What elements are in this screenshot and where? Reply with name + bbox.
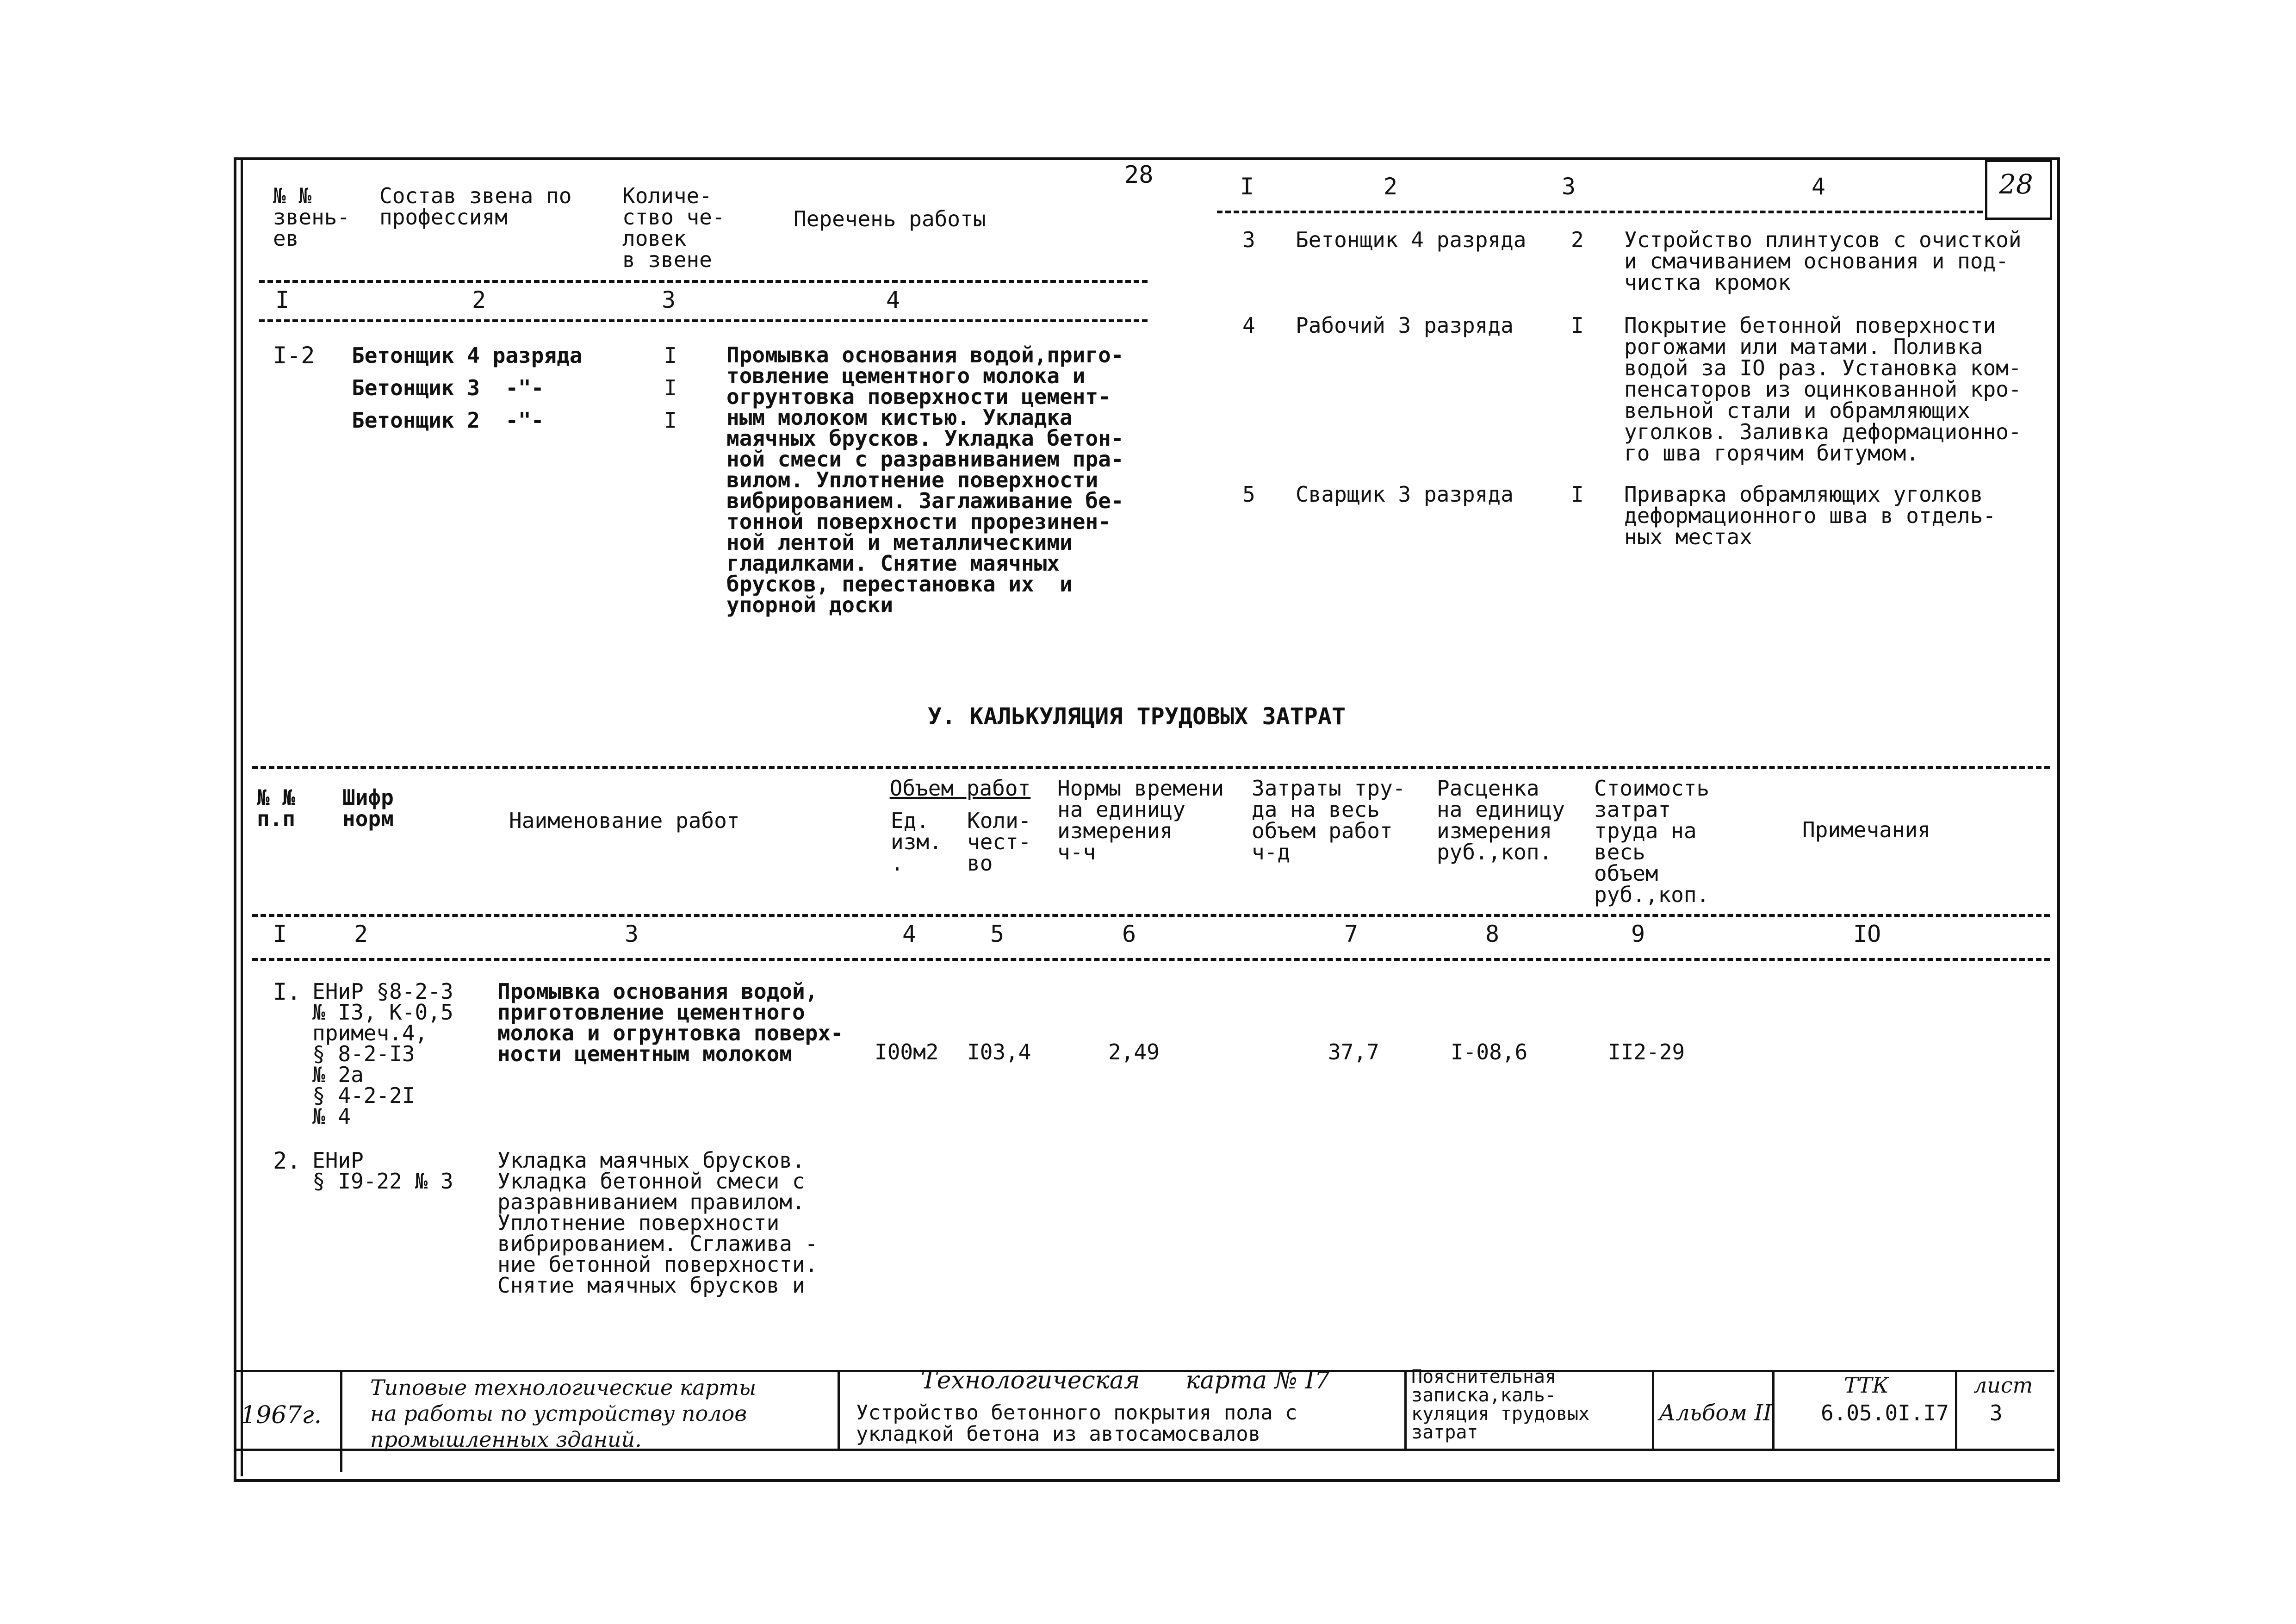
- crew-right-row1-count: 2: [1571, 227, 1584, 252]
- crew-count-1: I: [664, 343, 677, 368]
- crew-right-colnum-2: 2: [1384, 173, 1398, 200]
- calc-row2-name: Укладка маячных брусков. Укладка бетонной смеси с разравниванием правилом. Уплотнение поверхности вибрированием. Сглажива - ние бетонной поверхности. Снятие маячных брусков и: [497, 1148, 818, 1298]
- calc-top-divider: [252, 766, 2050, 769]
- crew-col3-header: Количе- ство че- ловек в звене: [622, 183, 725, 272]
- crew-col1-header: № № звень- ев: [273, 183, 350, 251]
- calc-name-header: Наименование работ: [509, 808, 740, 833]
- calc-row1-num: I.: [273, 978, 301, 1005]
- title-card-label: Технологическая карта № I7: [921, 1367, 1330, 1394]
- crew-right-row1-num: 3: [1242, 227, 1255, 252]
- calc-row1-name: Промывка основания водой, приготовление цементного молока и огрунтовка поверх- ности цементным молоком: [497, 979, 844, 1066]
- calc-colnum-3: 3: [625, 921, 639, 947]
- calc-row1-qty: I03,4: [967, 1039, 1031, 1064]
- title-block-sep-6: [1955, 1370, 1957, 1451]
- calc-row1-labor: 37,7: [1328, 1039, 1379, 1064]
- calc-code-header: Шифр норм: [342, 785, 394, 831]
- page-number-box-label: 28: [1999, 168, 2033, 200]
- calc-row1-norm: 2,49: [1108, 1039, 1160, 1064]
- crew-left-colnum-1: I: [275, 286, 290, 313]
- crew-right-row2-count: I: [1571, 313, 1584, 338]
- title-card-subtitle: Устройство бетонного покрытия пола с укладкой бетона из автосамосвалов: [856, 1401, 1297, 1446]
- crew-col4-header: Перечень работы: [794, 206, 986, 231]
- calc-qty-header: Коли- чест- во: [967, 808, 1031, 876]
- calc-colnum-9: 9: [1631, 921, 1645, 947]
- calc-colnum-7: 7: [1344, 921, 1359, 947]
- crew-member-3: Бетонщик 2 -"-: [352, 408, 544, 433]
- title-sheet: 3: [1990, 1400, 2003, 1425]
- crew-right-row1-profession: Бетонщик 4 разряда: [1296, 227, 1527, 252]
- title-code: 6.05.0I.I7: [1821, 1400, 1949, 1425]
- crew-right-row2-num: 4: [1242, 313, 1255, 338]
- calc-header-divider: [252, 914, 2050, 917]
- calc-colnum-4: 4: [902, 921, 917, 947]
- crew-right-row3-num: 5: [1242, 482, 1255, 507]
- calc-row1-rate: I-08,6: [1451, 1039, 1528, 1064]
- title-block-sep-2: [838, 1370, 840, 1451]
- calc-colnum-6: 6: [1122, 921, 1136, 947]
- crew-left-colnum-4: 4: [886, 286, 900, 313]
- calc-row1-cost: II2-29: [1608, 1039, 1685, 1064]
- section-title: У. КАЛЬКУЛЯЦИЯ ТРУДОВЫХ ЗАТРАТ: [928, 703, 1346, 730]
- crew-right-row2-work: Покрытие бетонной поверхности рогожами или матами. Поливка водой за IO раз. Установка ком- пенсаторов из оцинкованной кро- вельной стали и обрамляющих уголков. Заливка деформационно- го шва горячим битумом.: [1624, 313, 2022, 466]
- crew-right-row3-profession: Сварщик 3 разряда: [1296, 482, 1514, 507]
- title-section: Пояснительная записка,каль- куляция трудовых затрат: [1411, 1366, 1590, 1443]
- crew-work-description: Промывка основания водой,приго- товление цементного молока и огрунтовка поверхности цемент- ным молоком кистью. Укладка маячных брусков. Укладка бетон- ной смеси с разравниванием пра- вилом. Уплотнение поверхности вибрированием. Заглаживание бе- тонной поверхности прорезинен- ной лентой и металлическими гладилками. Снятие маячных брусков, перестановка их и упорной доски: [726, 342, 1124, 617]
- title-series: Типовые технологические карты на работы по устройству полов промышленных зданий.: [370, 1375, 757, 1452]
- calc-row2-num: 2.: [273, 1147, 301, 1174]
- crew-count-3: I: [664, 408, 677, 433]
- crew-right-row2-profession: Рабочий 3 разряда: [1296, 313, 1514, 338]
- calc-unit-header: Ед. изм. .: [891, 808, 942, 876]
- calc-labor-header: Затраты тру- да на весь объем работ ч-д: [1252, 776, 1406, 865]
- title-sheet-label: лист: [1973, 1373, 2033, 1398]
- crew-row-num: I-2: [273, 342, 315, 369]
- crew-right-colnum-4: 4: [1812, 173, 1826, 200]
- crew-count-2: I: [664, 375, 677, 400]
- title-block-sep-1: [340, 1370, 342, 1472]
- calc-colnum-divider: [252, 958, 2050, 961]
- calc-row2-code: ЕНиР § I9-22 № 3: [312, 1148, 453, 1194]
- calc-norm-header: Нормы времени на единицу измерения ч-ч: [1057, 776, 1224, 865]
- title-code-label: ТТК: [1844, 1373, 1889, 1398]
- crew-right-row3-count: I: [1571, 482, 1584, 507]
- calc-cost-header: Стоимость затрат труда на весь объем руб.,коп.: [1594, 776, 1710, 907]
- calc-rate-header: Расценка на единицу измерения руб.,коп.: [1437, 776, 1565, 865]
- calc-colnum-5: 5: [990, 921, 1005, 947]
- crew-member-2: Бетонщик 3 -"-: [352, 375, 544, 400]
- crew-right-colnum-1: I: [1240, 173, 1254, 200]
- page-number: 28: [1124, 161, 1154, 189]
- calc-notes-header: Примечания: [1802, 817, 1930, 842]
- crew-left-colnum-2: 2: [472, 286, 486, 313]
- crew-member-1: Бетонщик 4 разряда: [352, 343, 583, 368]
- frame-left-edge: [241, 157, 243, 1476]
- crew-right-row1-work: Устройство плинтусов с очисткой и смачиванием основания и под- чистка кромок: [1624, 227, 2022, 295]
- crew-left-colnum-3: 3: [662, 286, 676, 313]
- crew-right-colnum-3: 3: [1562, 173, 1576, 200]
- title-album: Альбом II: [1659, 1400, 1772, 1426]
- calc-colnum-1: I: [273, 921, 287, 947]
- calc-colnum-2: 2: [354, 921, 368, 947]
- crew-left-colnum-divider: [259, 319, 1148, 322]
- title-block-sep-5: [1772, 1370, 1775, 1451]
- title-year: 1967г.: [241, 1401, 322, 1429]
- crew-right-colnum-divider: [1217, 211, 1983, 213]
- calc-volume-header: Объем работ: [889, 776, 1031, 801]
- crew-right-row3-work: Приварка обрамляющих уголков деформационного шва в отдель- ных местах: [1624, 482, 1996, 549]
- title-block-sep-3: [1404, 1370, 1407, 1451]
- calc-row1-code: ЕНиР §8-2-3 № I3, К-0,5 примеч.4, § 8-2-I3 № 2а § 4-2-2I № 4: [312, 979, 453, 1129]
- calc-colnum-8: 8: [1485, 921, 1500, 947]
- calc-row1-unit: I00м2: [875, 1039, 939, 1064]
- crew-left-header-divider: [259, 280, 1148, 283]
- calc-num-header: № № п.п: [257, 785, 296, 831]
- title-block-sep-4: [1652, 1370, 1654, 1451]
- calc-colnum-10: IO: [1853, 921, 1881, 947]
- crew-col2-header: Состав звена по профессиям: [379, 183, 572, 230]
